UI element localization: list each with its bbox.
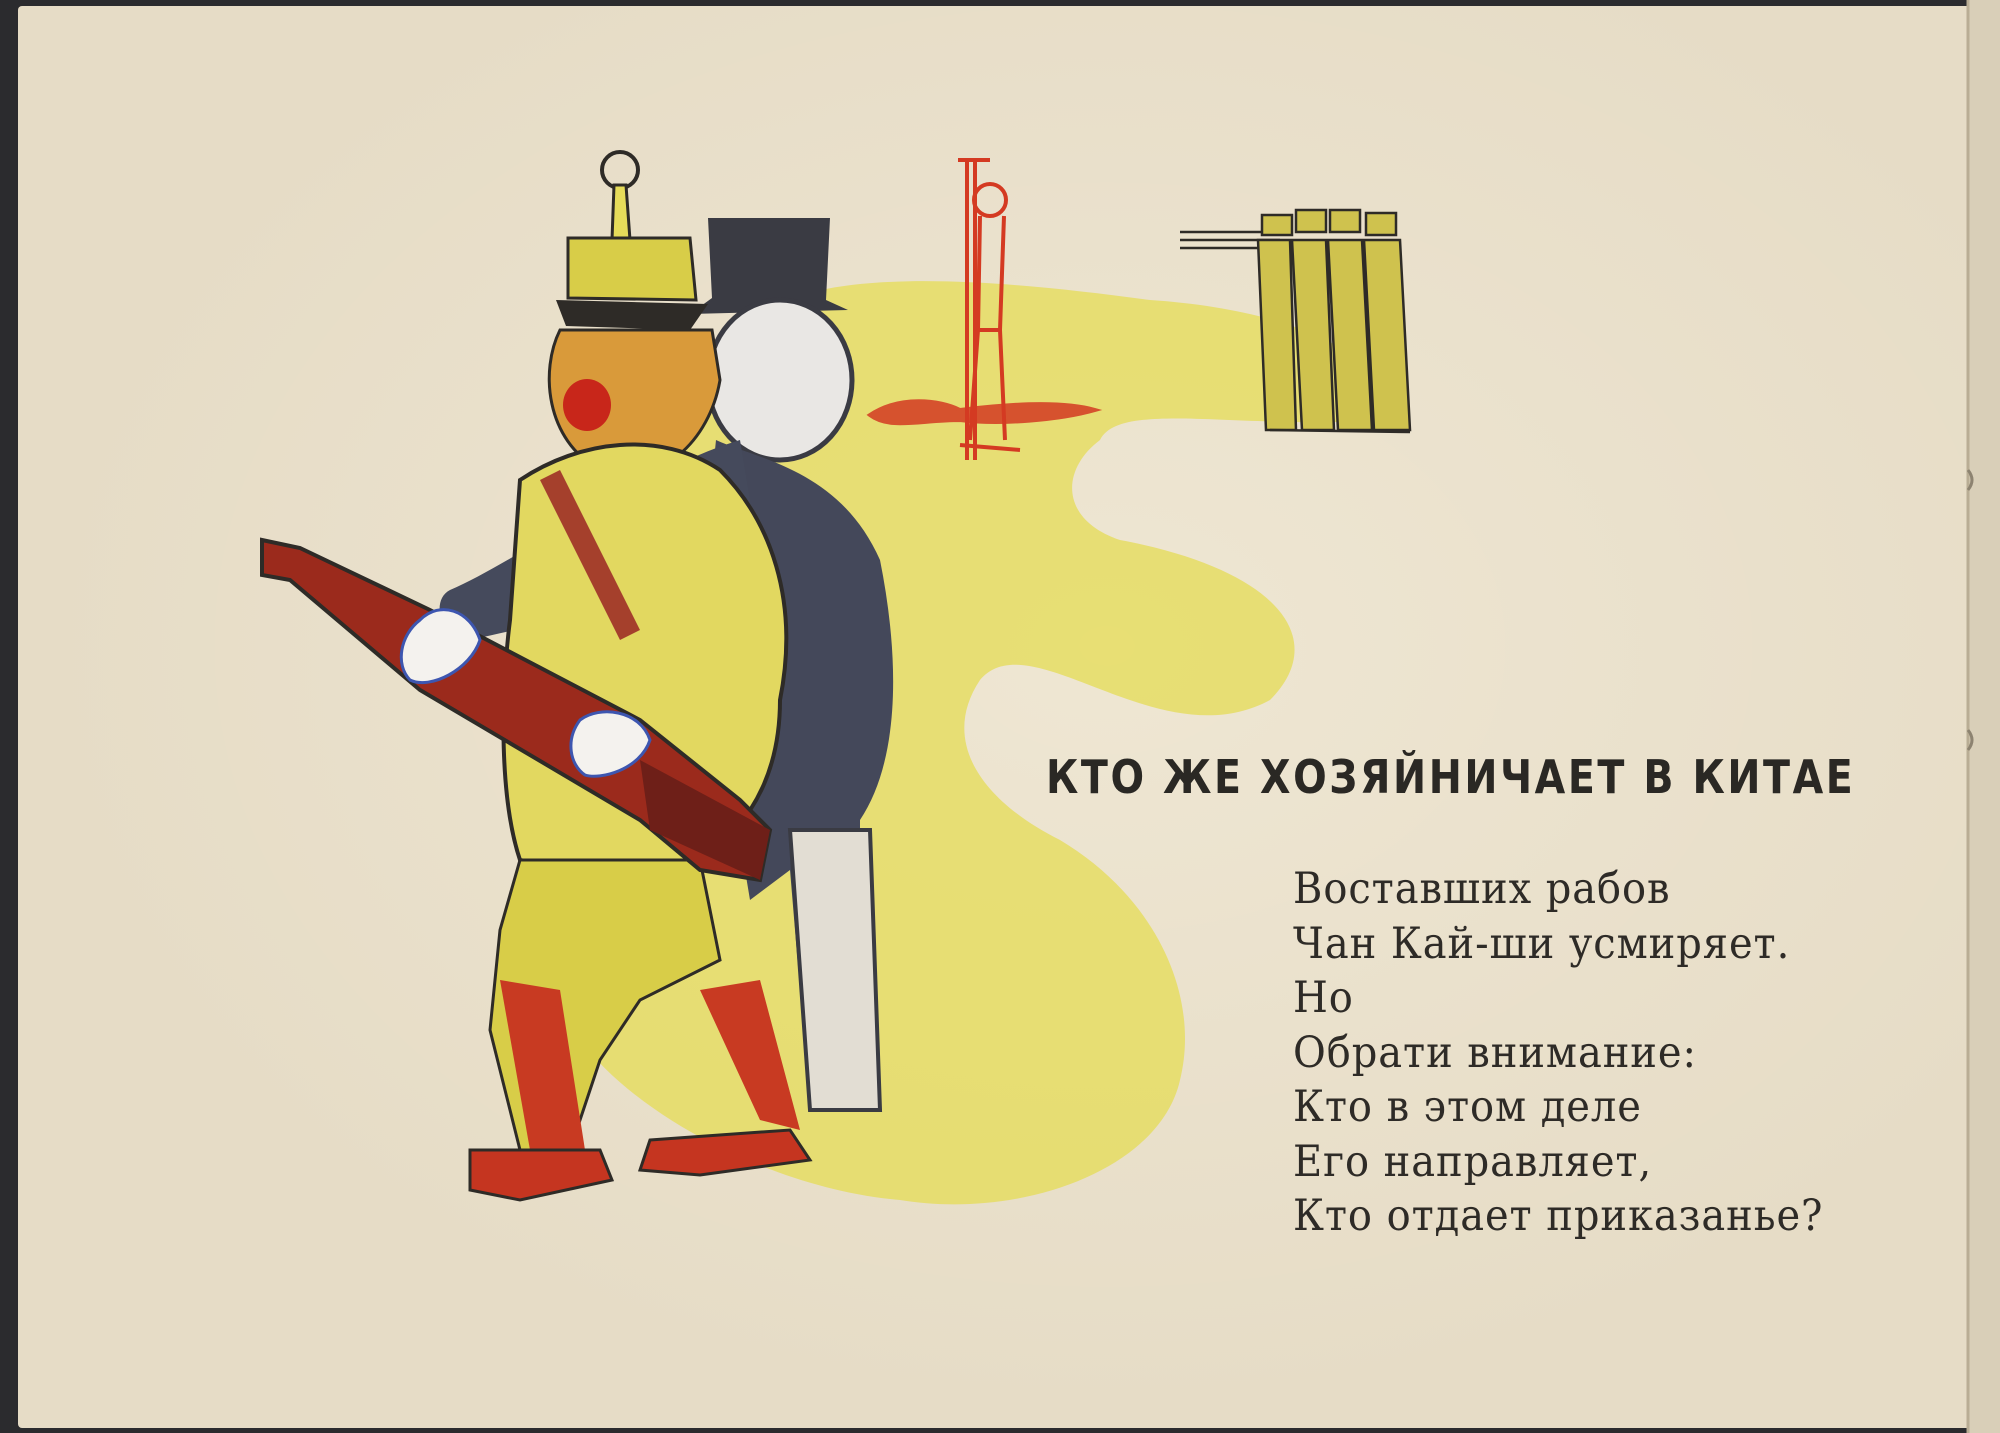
poem-line: Его направляет, [1293, 1136, 1653, 1187]
poem-line: Но [1293, 973, 1354, 1023]
poem [1293, 862, 1993, 1244]
poem-line: Воставших рабов [1293, 864, 1671, 914]
page-title: КТО ЖЕ ХОЗЯЙНИЧАЕТ В КИТАЕ [1046, 750, 1856, 804]
poem-line: Обрати внимание: [1293, 1027, 1697, 1078]
poem-line: Кто отдает приказанье? [1293, 1191, 1824, 1241]
poem-line: Чан Кай-ши усмиряет. [1293, 918, 1791, 969]
poem-line: Кто в этом деле [1293, 1082, 1642, 1132]
